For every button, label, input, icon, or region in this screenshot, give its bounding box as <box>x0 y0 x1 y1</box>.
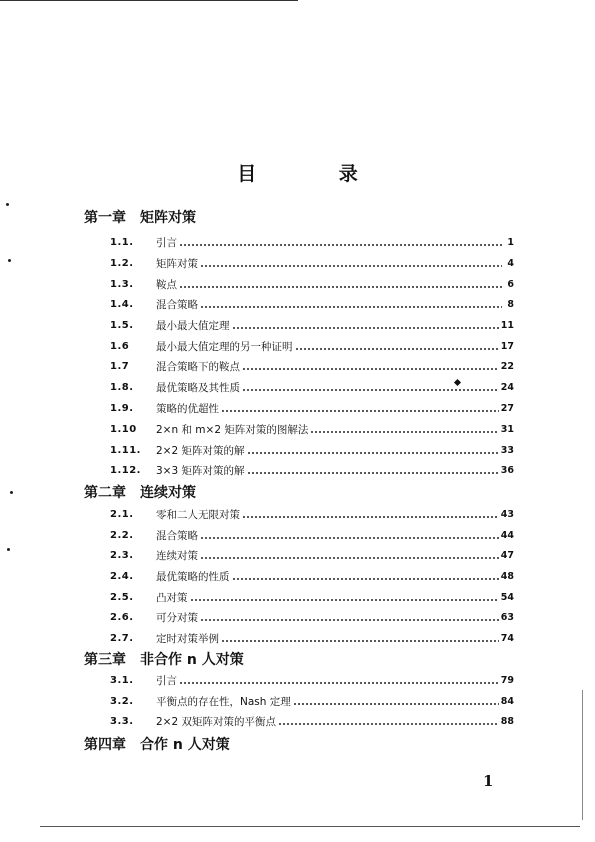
toc-entry[interactable] <box>110 398 514 418</box>
chapter-heading-4 <box>84 736 230 754</box>
dot-leader <box>200 619 499 621</box>
entry-number: 1.2. <box>110 257 134 269</box>
entry-title: 零和二人无限对策 <box>156 508 240 521</box>
entry-title: 最小最大值定理 <box>156 319 230 332</box>
entry-page: 43 <box>500 508 514 520</box>
entry-title: 2×n 和 m×2 矩阵对策的图解法 <box>156 423 309 436</box>
entry-page: 8 <box>507 298 514 310</box>
toc-entry[interactable] <box>110 356 514 376</box>
dot-leader <box>179 286 502 288</box>
dot-leader <box>200 265 502 267</box>
entry-number: 3.1. <box>110 674 134 686</box>
scan-speck <box>10 491 13 494</box>
dot-leader <box>232 578 499 580</box>
top-rule <box>0 0 298 1</box>
chapter-heading-3 <box>84 651 244 669</box>
chapter-label: 第二章 <box>84 485 126 501</box>
chapter-label: 第四章 <box>84 737 126 753</box>
entry-page: 17 <box>500 340 514 352</box>
page-title: 目 录 <box>237 163 396 185</box>
scan-speck <box>7 548 10 551</box>
entry-number: 1.4. <box>110 298 134 310</box>
entry-number: 1.5. <box>110 319 134 331</box>
toc-entry[interactable] <box>110 232 514 252</box>
right-edge-line <box>582 690 583 820</box>
entry-number: 2.6. <box>110 611 134 623</box>
chapter-name: 合作 n 人对策 <box>140 737 230 753</box>
toc-entry[interactable] <box>110 587 514 607</box>
entry-page: 33 <box>500 444 514 456</box>
entry-number: 1.7 <box>110 360 130 372</box>
chapter-name: 非合作 n 人对策 <box>140 652 244 668</box>
entry-number: 1.12. <box>110 464 141 476</box>
entry-page: 31 <box>500 423 514 435</box>
entry-title: 引言 <box>156 674 177 687</box>
dot-leader <box>293 703 499 705</box>
toc-entry[interactable] <box>110 711 514 731</box>
entry-number: 2.4. <box>110 570 134 582</box>
entry-number: 2.7. <box>110 632 134 644</box>
dot-leader <box>242 368 499 370</box>
toc-entry[interactable] <box>110 670 514 690</box>
dot-leader <box>179 244 502 246</box>
dot-leader <box>278 723 499 725</box>
entry-number: 1.8. <box>110 381 134 393</box>
entry-title: 混合策略 <box>156 298 198 311</box>
toc-entry[interactable] <box>110 504 514 524</box>
scan-speck <box>6 203 9 206</box>
entry-number: 1.3. <box>110 278 134 290</box>
dot-leader <box>247 452 499 454</box>
entry-page: 84 <box>500 695 514 707</box>
entry-title: 凸对策 <box>156 591 188 604</box>
entry-number: 3.2. <box>110 695 134 707</box>
toc-entry[interactable] <box>110 377 514 397</box>
entry-page: 44 <box>500 529 514 541</box>
entry-title: 平衡点的存在性，Nash 定理 <box>156 695 291 708</box>
entry-page: 54 <box>500 591 514 603</box>
entry-page: 88 <box>500 715 514 727</box>
toc-entry[interactable] <box>110 253 514 273</box>
chapter-label: 第三章 <box>84 652 126 668</box>
entry-page: 6 <box>507 278 514 290</box>
entry-page: 79 <box>500 674 514 686</box>
dot-leader <box>221 640 499 642</box>
entry-title: 最优策略的性质 <box>156 570 230 583</box>
chapter-name: 矩阵对策 <box>140 210 196 226</box>
entry-page: 22 <box>500 360 514 372</box>
entry-page: 47 <box>500 549 514 561</box>
entry-number: 2.5. <box>110 591 134 603</box>
toc-entry[interactable] <box>110 566 514 586</box>
dot-leader <box>242 389 499 391</box>
entry-title: 连续对策 <box>156 549 198 562</box>
entry-page: 24 <box>500 381 514 393</box>
entry-title: 2×2 双矩阵对策的平衡点 <box>156 715 276 728</box>
toc-entry[interactable] <box>110 545 514 565</box>
dot-leader <box>247 472 499 474</box>
entry-page: 4 <box>507 257 514 269</box>
chapter-heading-2 <box>84 484 196 502</box>
entry-number: 1.6 <box>110 340 130 352</box>
entry-page: 74 <box>500 632 514 644</box>
entry-title: 鞍点 <box>156 278 177 291</box>
dot-leader <box>179 682 499 684</box>
dot-leader <box>190 599 499 601</box>
entry-page: 11 <box>500 319 514 331</box>
toc-entry[interactable] <box>110 525 514 545</box>
toc-entry[interactable] <box>110 315 514 335</box>
dot-leader <box>232 327 499 329</box>
entry-title: 2×2 矩阵对策的解 <box>156 444 245 457</box>
entry-number: 1.1. <box>110 236 134 248</box>
chapter-label: 第一章 <box>84 210 126 226</box>
scan-speck <box>8 259 11 262</box>
chapter-heading-1 <box>84 209 196 227</box>
entry-title: 3×3 矩阵对策的解 <box>156 464 245 477</box>
page-number: 1 <box>483 772 494 790</box>
entry-title: 混合策略下的鞍点 <box>156 360 240 373</box>
entry-title: 最优策略及其性质 <box>156 381 240 394</box>
entry-title: 最小最大值定理的另一种证明 <box>156 340 293 353</box>
toc-entry[interactable] <box>110 419 514 439</box>
entry-number: 1.11. <box>110 444 141 456</box>
entry-page: 27 <box>500 402 514 414</box>
toc-entry[interactable] <box>110 294 514 314</box>
entry-title: 矩阵对策 <box>156 257 198 270</box>
entry-title: 引言 <box>156 236 177 249</box>
toc-entry[interactable] <box>110 628 514 648</box>
toc-entry[interactable] <box>110 336 514 356</box>
toc-entry[interactable] <box>110 607 514 627</box>
toc-entry[interactable] <box>110 691 514 711</box>
entry-number: 3.3. <box>110 715 134 727</box>
dot-leader <box>310 431 498 433</box>
entry-page: 1 <box>507 236 514 248</box>
dot-leader <box>221 410 499 412</box>
bottom-edge-line <box>40 826 580 827</box>
toc-entry[interactable] <box>110 440 514 460</box>
entry-title: 可分对策 <box>156 611 198 624</box>
entry-number: 2.1. <box>110 508 134 520</box>
entry-number: 1.9. <box>110 402 134 414</box>
entry-number: 2.3. <box>110 549 134 561</box>
toc-entry[interactable] <box>110 460 514 480</box>
dot-leader <box>200 306 502 308</box>
entry-page: 36 <box>500 464 514 476</box>
entry-number: 2.2. <box>110 529 134 541</box>
dot-leader <box>295 348 499 350</box>
entry-title: 定时对策举例 <box>156 632 219 645</box>
entry-title: 混合策略 <box>156 529 198 542</box>
toc-entry[interactable] <box>110 274 514 294</box>
dot-leader <box>200 557 499 559</box>
entry-title: 策略的优超性 <box>156 402 219 415</box>
entry-page: 63 <box>500 611 514 623</box>
dot-leader <box>242 516 499 518</box>
dot-leader <box>200 537 499 539</box>
entry-number: 1.10 <box>110 423 137 435</box>
entry-page: 48 <box>500 570 514 582</box>
chapter-name: 连续对策 <box>140 485 196 501</box>
